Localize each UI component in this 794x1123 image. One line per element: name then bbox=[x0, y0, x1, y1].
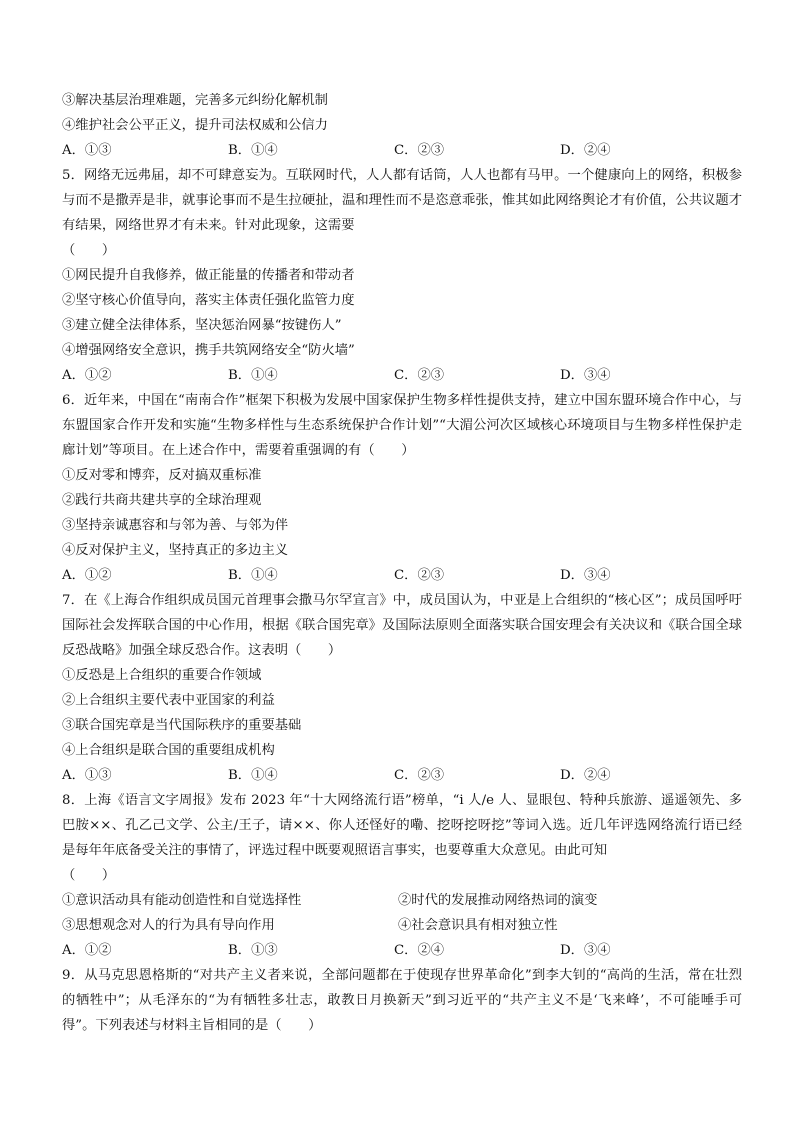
q8-answer-choices bbox=[62, 938, 742, 963]
q5-option-2: ②坚守核心价值导向，落实主体责任强化监管力度 bbox=[62, 293, 355, 308]
q5-choice-d: D．③④ bbox=[560, 368, 611, 383]
q7-choice-c: C．②③ bbox=[394, 768, 445, 783]
q6-option-1: ①反对零和博弈，反对搞双重标准 bbox=[62, 468, 262, 483]
q9-stem: 9．从马克思恩格斯的“对共产主义者来说，全部问题都在于使现存世界革命化”到李大钊的“高尚的生活，常在壮烈的牺牲中”；从毛泽东的“为有牺牲多壮志，敢教日月换新天”到习近平的“共产主义不是‘飞来峰’，不可能唾手可得”。下列表述与材料主旨相同的是（ ） bbox=[62, 968, 742, 1033]
q7-option-4: ④上合组织是联合国的重要组成机构 bbox=[62, 743, 275, 758]
q7-answer-choices bbox=[62, 763, 742, 788]
q8-answer-bracket: （ ） bbox=[62, 868, 116, 883]
q6-option-2: ②践行共商共建共享的全球治理观 bbox=[62, 493, 262, 508]
q6-choice-d: D．③④ bbox=[560, 568, 611, 583]
q4-choice-d: D．②④ bbox=[560, 143, 611, 158]
q7-option-3: ③联合国宪章是当代国际秩序的重要基础 bbox=[62, 718, 302, 733]
q8-option-3: ③思想观念对人的行为具有导向作用 bbox=[62, 918, 275, 933]
q6-stem: 6．近年来，中国在“南南合作”框架下积极为发展中国家保护生物多样性提供支持，建立中国东盟环境合作中心，与东盟国家合作开发和实施“生物多样性与生态系统保护合作计划”“大湄公河次区域核心环境项目与生物多样性保护走廊计划”等项目。在上述合作中，需要着重强调的有（ ） bbox=[62, 393, 742, 458]
q8-choice-b: B．①③ bbox=[228, 943, 278, 958]
q8-choice-d: D．③④ bbox=[560, 943, 611, 958]
q6-answer-choices bbox=[62, 563, 742, 588]
q8-stem: 8．上海《语言文字周报》发布 2023 年“十大网络流行语”榜单，“i 人/e 人、显眼包、特种兵旅游、遥遥领先、多巴胺××、孔乙己文学、公主/王子，请××、你人还怪好的嘞、挖呀挖呀挖”等词入选。近几年评选网络流行语已经是每年年底备受关注的事情了，评选过程中既要观照语言事实，也要尊重大众意见。由此可知 bbox=[62, 793, 742, 858]
q5-choice-b: B．①④ bbox=[228, 368, 278, 383]
q8-option-row-2 bbox=[62, 913, 742, 938]
q4-choice-a: A．①③ bbox=[62, 143, 112, 158]
exam-page bbox=[62, 88, 742, 1038]
q7-option-1: ①反恐是上合组织的重要合作领域 bbox=[62, 668, 262, 683]
q6-choice-a: A．①② bbox=[62, 568, 112, 583]
q4-option-3: ③解决基层治理难题，完善多元纠纷化解机制 bbox=[62, 93, 328, 108]
q8-option-row-1 bbox=[62, 888, 742, 913]
q5-stem: 5．网络无远弗届，却不可肆意妄为。互联网时代，人人都有话筒，人人也都有马甲。一个健康向上的网络，积极参与而不是撒弄是非，就事论事而不是生拉硬扯，温和理性而不是恣意乖张，惟其如此网络舆论才有价值，公共议题才有结果，网络世界才有未来。针对此现象，这需要 bbox=[62, 168, 742, 233]
q6-option-4: ④反对保护主义，坚持真正的多边主义 bbox=[62, 543, 289, 558]
q8-choice-c: C．②④ bbox=[394, 943, 445, 958]
q8-option-4: ④社会意识具有相对独立性 bbox=[398, 918, 558, 933]
q7-choice-d: D．②④ bbox=[560, 768, 611, 783]
q8-choice-a: A．①② bbox=[62, 943, 112, 958]
q7-option-2: ②上合组织主要代表中亚国家的利益 bbox=[62, 693, 275, 708]
q8-option-1: ①意识活动具有能动创造性和自觉选择性 bbox=[62, 893, 302, 908]
q5-answer-bracket: （ ） bbox=[62, 243, 116, 258]
q7-choice-a: A．①③ bbox=[62, 768, 112, 783]
q5-option-1: ①网民提升自我修养，做正能量的传播者和带动者 bbox=[62, 268, 355, 283]
q4-option-4: ④维护社会公平正义，提升司法权威和公信力 bbox=[62, 118, 328, 133]
q8-option-2: ②时代的发展推动网络热词的演变 bbox=[398, 893, 598, 908]
q6-choice-c: C．②③ bbox=[394, 568, 445, 583]
q4-answer-choices bbox=[62, 138, 742, 163]
q5-option-3: ③建立健全法律体系，坚决惩治网暴“按键伤人” bbox=[62, 318, 342, 333]
q5-answer-choices bbox=[62, 363, 742, 388]
q4-choice-c: C．②③ bbox=[394, 143, 445, 158]
q6-choice-b: B．①④ bbox=[228, 568, 278, 583]
q7-choice-b: B．①④ bbox=[228, 768, 278, 783]
q4-choice-b: B．①④ bbox=[228, 143, 278, 158]
q6-option-3: ③坚持亲诚惠容和与邻为善、与邻为伴 bbox=[62, 518, 289, 533]
q5-choice-a: A．①② bbox=[62, 368, 112, 383]
q5-choice-c: C．②③ bbox=[394, 368, 445, 383]
q5-option-4: ④增强网络安全意识，携手共筑网络安全“防火墙” bbox=[62, 343, 355, 358]
q7-stem: 7．在《上海合作组织成员国元首理事会撒马尔罕宣言》中，成员国认为，中亚是上合组织的“核心区”；成员国呼吁国际社会发挥联合国的中心作用，根据《联合国宪章》及国际法原则全面落实联合国安理会有关决议和《联合国全球反恐战略》加强全球反恐合作。这表明（ ） bbox=[62, 593, 742, 658]
